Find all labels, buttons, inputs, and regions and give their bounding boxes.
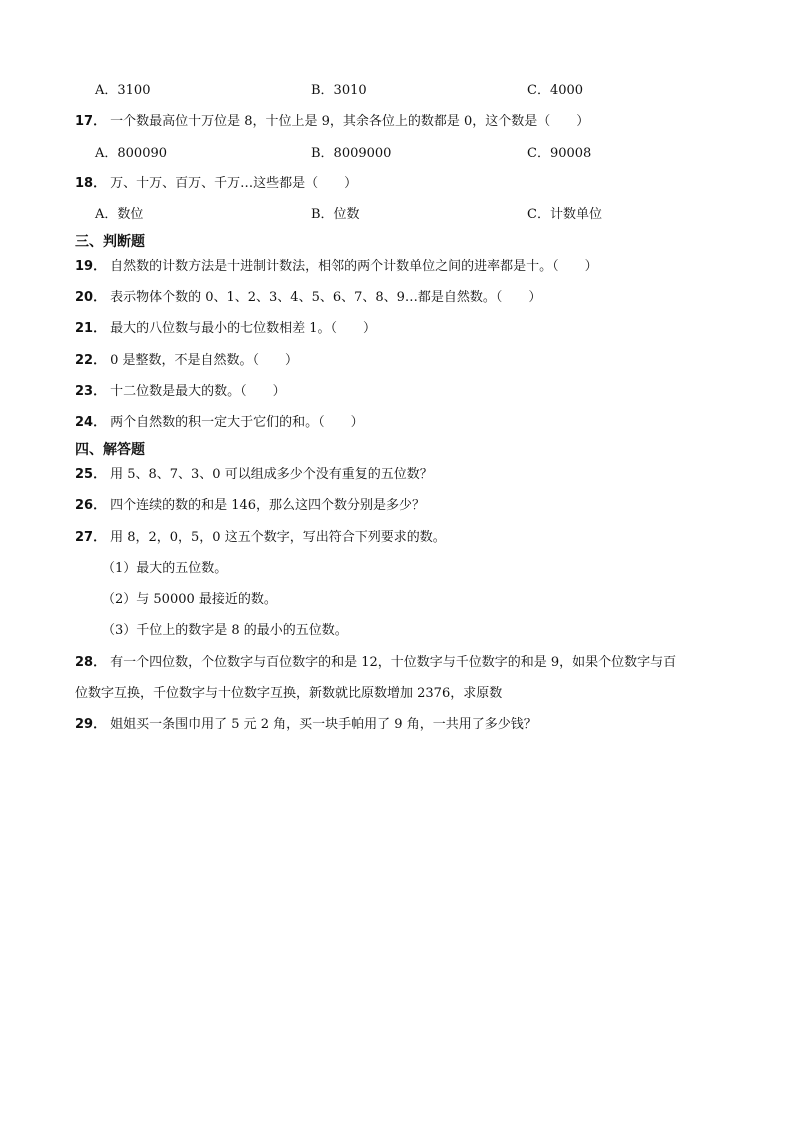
question-22 (75, 352, 298, 370)
q17-option-c: C．90008 (527, 146, 592, 161)
question-number: 26． (75, 498, 107, 513)
question-text-line1: 有一个四位数，个位数字与百位数字的和是 12，十位数字与千位数字的和是 9，如果个位数字与百 (110, 655, 677, 670)
question-number: 18． (75, 176, 107, 191)
question-number: 17． (75, 114, 107, 129)
question-19 (75, 258, 598, 276)
question-text: 十二位数是最大的数。（ ） (110, 384, 286, 399)
q27-sub-3: （3）千位上的数字是 8 的最小的五位数。 (102, 623, 348, 638)
q16-option-b: B．3010 (311, 83, 367, 98)
question-text: 四个连续的数的和是 146，那么这四个数分别是多少？ (110, 498, 426, 513)
question-24 (75, 414, 364, 432)
question-text: 万、十万、百万、千万…这些都是（ ） (110, 176, 358, 191)
question-text: 两个自然数的积一定大于它们的和。（ ） (110, 415, 364, 430)
question-27 (75, 529, 446, 547)
question-text: 表示物体个数的 0、1、2、3、4、5、6、7、8、9…都是自然数。（ ） (110, 290, 542, 305)
question-25 (75, 466, 433, 484)
question-text: 用 5、8、7、3、0 可以组成多少个没有重复的五位数？ (110, 467, 433, 482)
question-text: 一个数最高位十万位是 8，十位上是 9，其余各位上的数都是 0，这个数是（ ） (110, 114, 590, 129)
question-text: 自然数的计数方法是十进制计数法，相邻的两个计数单位之间的进率都是十。（ ） (110, 259, 598, 274)
section-heading-judgement: 三、判断题 (75, 234, 145, 250)
question-number: 20． (75, 290, 107, 305)
question-number: 19． (75, 259, 107, 274)
q27-sub-1: （1）最大的五位数。 (102, 561, 228, 576)
q27-sub-2: （2）与 50000 最接近的数。 (102, 592, 277, 607)
question-number: 27． (75, 530, 107, 545)
question-18 (75, 175, 357, 193)
question-20 (75, 289, 541, 307)
question-26 (75, 497, 425, 515)
question-text: 0 是整数，不是自然数。（ ） (110, 353, 298, 368)
question-text: 姐姐买一条围巾用了 5 元 2 角，买一块手帕用了 9 角，一共用了多少钱？ (110, 717, 537, 732)
question-text: 最大的八位数与最小的七位数相差 1。（ ） (110, 321, 376, 336)
question-28-continued: 位数字互换，千位数字与十位数字互换，新数就比原数增加 2376，求原数 (75, 686, 503, 701)
question-28 (75, 654, 676, 672)
q17-option-a: A．800090 (95, 146, 168, 161)
question-number: 23． (75, 384, 107, 399)
question-number: 29． (75, 717, 107, 732)
question-number: 24． (75, 415, 107, 430)
q17-option-b: B．8009000 (311, 146, 392, 161)
question-number: 28． (75, 655, 107, 670)
q18-option-c: C．计数单位 (527, 207, 602, 222)
question-number: 22． (75, 353, 107, 368)
question-number: 21． (75, 321, 107, 336)
question-23 (75, 383, 286, 401)
q18-option-b: B．位数 (311, 207, 360, 222)
q16-option-a: A．3100 (95, 83, 151, 98)
section-heading-solve: 四、解答题 (75, 442, 145, 458)
question-21 (75, 320, 376, 338)
q16-option-c: C．4000 (527, 83, 584, 98)
question-17 (75, 113, 589, 131)
question-number: 25． (75, 467, 107, 482)
question-text: 用 8，2，0，5，0 这五个数字，写出符合下列要求的数。 (110, 530, 446, 545)
q18-option-a: A．数位 (95, 207, 144, 222)
question-29 (75, 716, 537, 734)
